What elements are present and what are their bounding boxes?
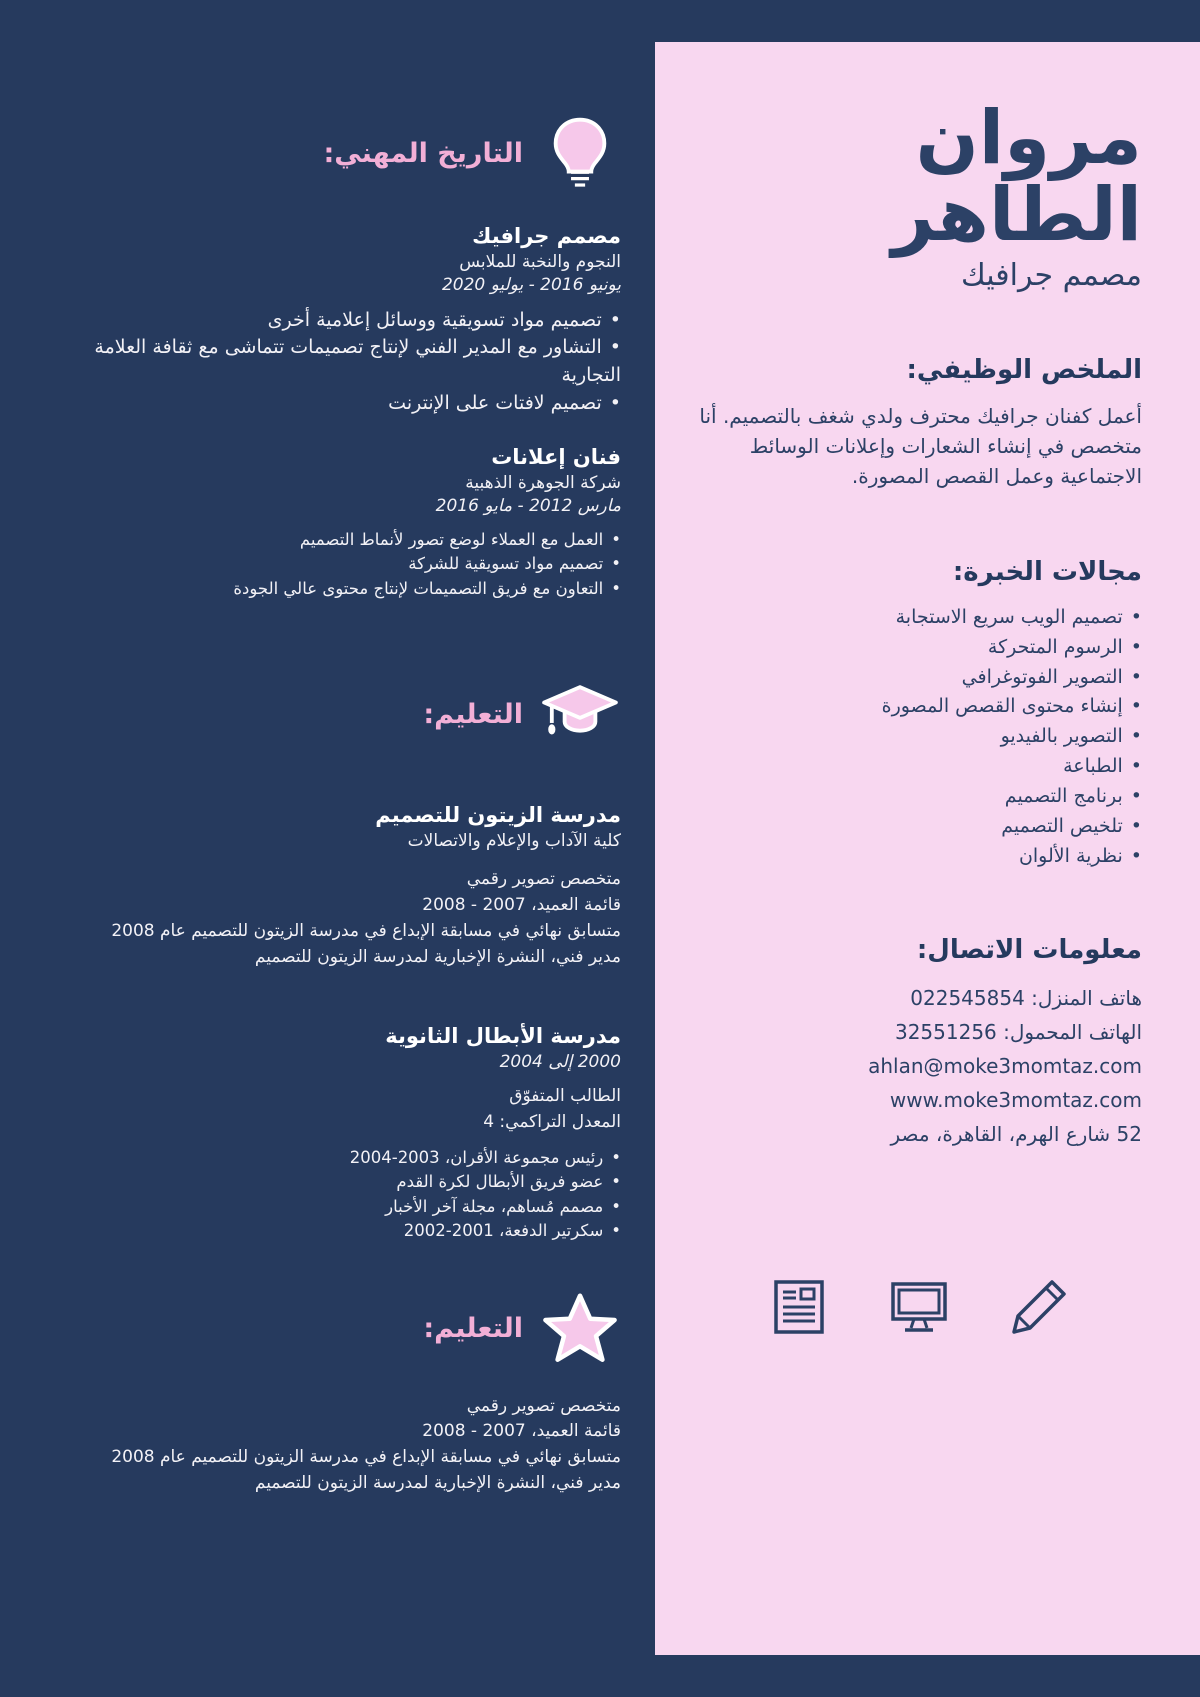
contact-address: 52 شارع الهرم، القاهرة، مصر (890, 1122, 1142, 1147)
candidate-name (695, 95, 1142, 258)
pencil-icon (1007, 1275, 1071, 1339)
expertise-item: • الرسوم المتحركة (695, 633, 1142, 663)
history-section-header (44, 112, 621, 194)
job-dates: مارس 2012 - مايو 2016 (435, 496, 621, 516)
history-heading: التاريخ المهني: (323, 137, 523, 169)
contact-heading: معلومات الاتصال: (916, 935, 1142, 966)
contact-email: ahlan@moke3momtaz.com (868, 1054, 1142, 1079)
job-dates: يونيو 2016 - يوليو 2020 (441, 274, 621, 295)
school-bullet: • عضو فريق الأبطال لكرة القدم (44, 1170, 621, 1194)
education-extra-details (44, 1394, 621, 1497)
education-heading: التعليم: (423, 698, 523, 730)
star-icon (539, 1288, 621, 1370)
school-details (44, 867, 621, 970)
job-bullet: • التعاون مع فريق التصميمات لإنتاج محتوى عالي الجودة (44, 577, 621, 601)
job-entry-1 (44, 224, 621, 417)
school-detail: قائمة العميد، 2007 - 2008 (422, 894, 621, 915)
school-faculty: كلية الآداب والإعلام والاتصالات (407, 831, 621, 852)
job-bullet: • تصميم مواد تسويقية ووسائل إعلامية أخرى (44, 307, 621, 335)
school-detail: الطالب المتفوّق (509, 1086, 621, 1107)
job-bullet: • العمل مع العملاء لوضع تصور لأنماط التصميم (44, 528, 621, 552)
school-detail: متسابق نهائي في مسابقة الإبداع في مدرسة الزيتون للتصميم عام 2008 (111, 920, 621, 941)
school-bullet: • رئيس مجموعة الأقران، 2003-2004 (44, 1146, 621, 1170)
sidebar (655, 0, 1200, 1697)
school-bullet: • مصمم مُساهم، مجلة آخر الأخبار (44, 1195, 621, 1219)
job-bullet-list (44, 307, 621, 417)
expertise-item: • إنشاء محتوى القصص المصورة (695, 692, 1142, 722)
candidate-name-line2: الطاهر (891, 171, 1142, 258)
school-name: مدرسة الزيتون للتصميم (375, 803, 621, 828)
expertise-item: • التصوير الفوتوغرافي (695, 663, 1142, 693)
candidate-job-title: مصمم جرافيك (960, 257, 1142, 293)
job-bullet: • تصميم مواد تسويقية للشركة (44, 552, 621, 576)
expertise-item: • نظرية الألوان (695, 842, 1142, 872)
contact-website: www.moke3momtaz.com (889, 1088, 1142, 1113)
contact-mobile-phone: الهاتف المحمول: 32551256 (894, 1020, 1142, 1045)
footer-icons (695, 1275, 1142, 1339)
school-detail: متخصص تصوير رقمي (466, 869, 621, 890)
expertise-section (695, 557, 1142, 871)
lightbulb-icon (539, 112, 621, 194)
monitor-icon (887, 1275, 951, 1339)
school-details (44, 1084, 621, 1136)
job-entry-2 (44, 445, 621, 601)
education-section-header (44, 673, 621, 755)
school-bullet: • سكرتير الدفعة، 2001-2002 (44, 1219, 621, 1243)
school-detail: متسابق نهائي في مسابقة الإبداع في مدرسة الزيتون للتصميم عام 2008 (111, 1447, 621, 1468)
graduation-cap-icon (539, 673, 621, 755)
expertise-item: • التصوير بالفيديو (695, 722, 1142, 752)
school-detail: متخصص تصوير رقمي (466, 1395, 621, 1416)
education-extra-heading: التعليم: (423, 1313, 523, 1345)
school-detail: المعدل التراكمي: 4 (483, 1112, 621, 1133)
expertise-heading: مجالات الخبرة: (952, 556, 1142, 587)
job-bullet: • تصميم لافتات على الإنترنت (44, 390, 621, 418)
expertise-item: • برنامج التصميم (695, 782, 1142, 812)
school-dates: 2000 إلى 2004 (499, 1052, 621, 1073)
school-entry-2 (44, 1024, 621, 1243)
summary-text: أعمل كفنان جرافيك محترف ولدي شغف بالتصميم. أنا متخصص في إنشاء الشعارات وإعلانات الوسائط الاجتماعية وعمل القصص المصورة. (699, 403, 1142, 488)
expertise-item: • تصميم الويب سريع الاستجابة (695, 603, 1142, 633)
expertise-list (695, 603, 1142, 871)
job-company: النجوم والنخبة للملابس (459, 252, 621, 272)
job-bullet: • التشاور مع المدير الفني لإنتاج تصميمات تتماشى مع ثقافة العلامة التجارية (44, 334, 621, 389)
education-extra-section-header (44, 1288, 621, 1370)
sidebar-panel (655, 42, 1200, 1655)
school-detail: مدير فني، النشرة الإخبارية لمدرسة الزيتون للتصميم (254, 1473, 621, 1494)
school-bullet-list (44, 1146, 621, 1244)
candidate-name-line1: مروان (915, 95, 1142, 181)
summary-heading: الملخص الوظيفي: (906, 354, 1142, 385)
job-bullet-list (44, 528, 621, 601)
school-details (44, 1394, 621, 1497)
job-title: مصمم جرافيك (472, 224, 621, 248)
newspaper-icon (767, 1275, 831, 1339)
job-company: شركة الجوهرة الذهبية (465, 473, 621, 494)
school-name: مدرسة الأبطال الثانوية (385, 1024, 621, 1049)
school-detail: مدير فني، النشرة الإخبارية لمدرسة الزيتون للتصميم (254, 946, 621, 967)
expertise-item: • الطباعة (695, 752, 1142, 782)
job-title: فنان إعلانات (491, 445, 621, 470)
summary-section (695, 355, 1142, 491)
expertise-item: • تلخيص التصميم (695, 812, 1142, 842)
contact-section (695, 935, 1142, 1151)
contact-home-phone: هاتف المنزل: 022545854 (910, 986, 1142, 1011)
school-detail: قائمة العميد، 2007 - 2008 (422, 1421, 621, 1442)
school-entry-1 (44, 803, 621, 970)
